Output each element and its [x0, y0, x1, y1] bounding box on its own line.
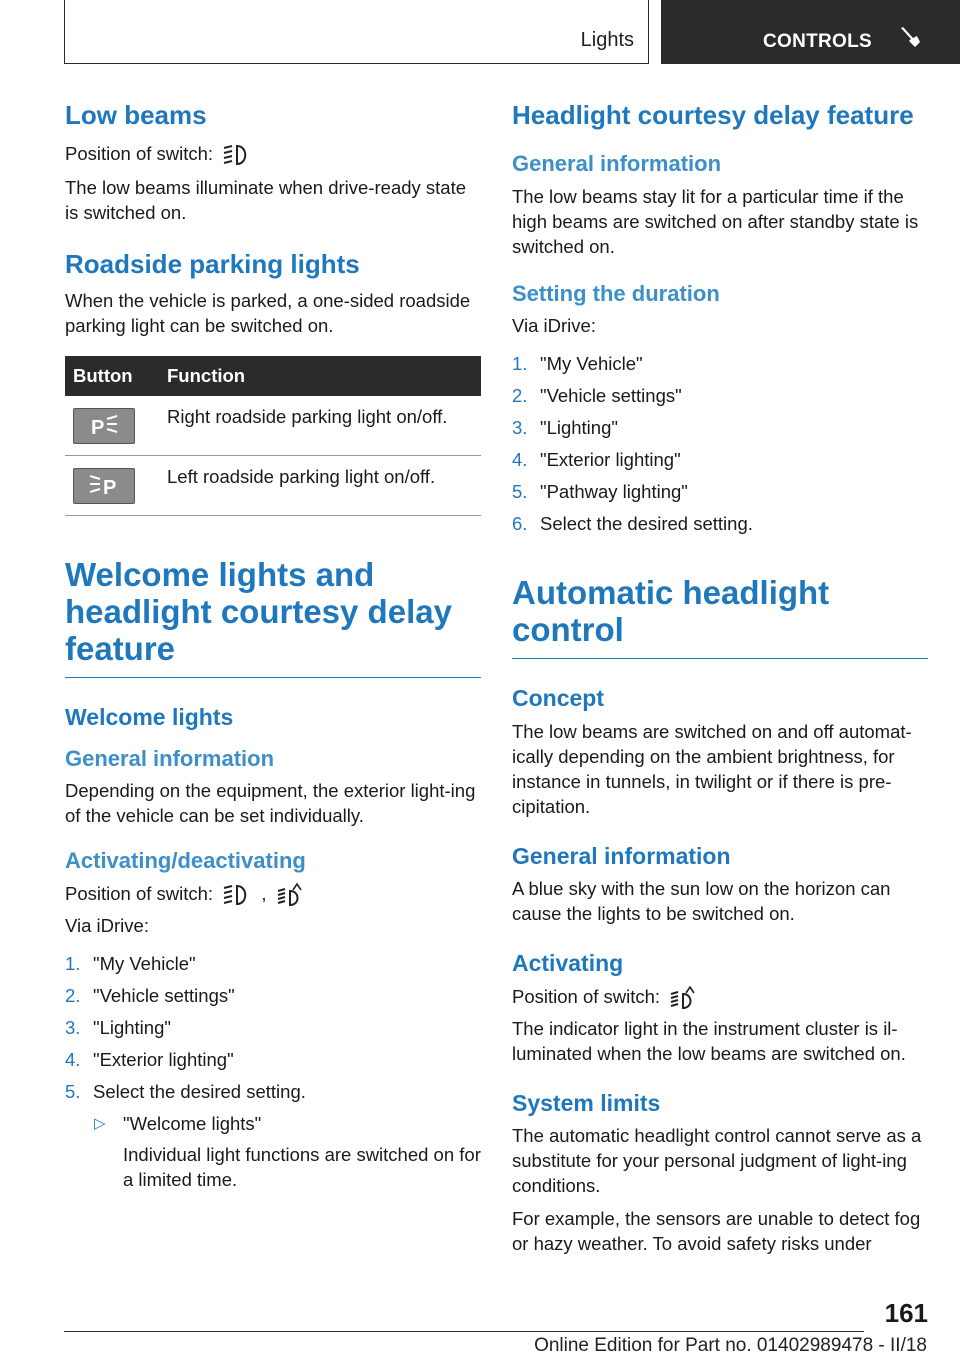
parking-light-right-icon: [87, 414, 121, 438]
parking-light-left-icon: [87, 474, 121, 498]
low-beam-icon: [222, 143, 252, 167]
list-item: 2. "Vehicle settings": [512, 384, 682, 406]
welcome-steps-list: [65, 951, 481, 1104]
list-item: 1. "My Vehicle": [65, 952, 196, 974]
list-item: 4. "Exterior lighting": [512, 448, 681, 470]
parking-light-left-button[interactable]: [73, 468, 135, 504]
table-cell-function: Right roadside parking light on/off.: [159, 396, 481, 456]
list-item: 2. "Vehicle settings": [65, 984, 235, 1006]
table-header-button: Button: [65, 356, 159, 396]
page-number: 161: [884, 1298, 928, 1328]
section-divider: [65, 677, 481, 678]
roadside-text: When the vehicle is parked, a one-sided roadside parking light can be switched on.: [65, 290, 471, 337]
welcome-section-heading: Welcome lights and headlight courtesy delay feature: [65, 556, 452, 668]
svg-text:P: P: [91, 417, 105, 439]
auto-headlight-icon: [669, 986, 699, 1010]
concept-heading: Concept: [512, 684, 604, 711]
duration-steps-list: [512, 351, 928, 536]
auto-activating-text: The indicator light in the instrument cluster is il-luminated when the low beams are switched on.: [512, 1017, 906, 1064]
section-divider: [512, 658, 928, 659]
table-header-row: [65, 356, 481, 396]
parking-light-right-button[interactable]: [73, 408, 135, 444]
list-item: 5. "Pathway lighting": [512, 480, 688, 502]
header-section-title: Lights: [580, 29, 634, 51]
table-cell-button: [65, 396, 159, 456]
footer-edition: Online Edition for Part no. 01402989478 - II/18: [534, 1335, 927, 1356]
auto-general-info-text: A blue sky with the sun low on the horizon can cause the lights to be switched on.: [512, 878, 891, 925]
list-item: 3. "Lighting": [512, 416, 618, 438]
pointing-hand-icon: [899, 26, 921, 52]
system-limits-text-1: The automatic headlight control cannot serve as a substitute for your personal judgment of light-ing conditions.: [512, 1125, 922, 1197]
system-limits-text-2: For example, the sensors are unable to detect fog or hazy weather. To avoid safety risks under: [512, 1208, 921, 1255]
auto-general-info-heading: General information: [512, 842, 731, 869]
low-beams-text: The low beams illuminate when drive-ready state is switched on.: [65, 177, 467, 224]
header-section-box: [64, 0, 649, 64]
header-chapter-title: CONTROLS: [763, 31, 873, 52]
low-beams-heading: Low beams: [65, 100, 207, 130]
right-column: [512, 100, 928, 1256]
list-item: 3. "Lighting": [65, 1016, 171, 1038]
table-cell-button: [65, 456, 159, 516]
svg-text:P: P: [103, 477, 117, 499]
courtesy-general-info-heading: General information: [512, 151, 722, 177]
list-item: 4. "Exterior lighting": [65, 1048, 234, 1070]
auto-activating-heading: Activating: [512, 950, 624, 977]
welcome-general-info-text: Depending on the equipment, the exterior light-ing of the vehicle can be set individually.: [65, 780, 476, 827]
table-row: [65, 396, 481, 456]
courtesy-general-info-text: The low beams stay lit for a particular time if the high beams are switched on after standby state is switched on.: [512, 185, 919, 257]
table-row: [65, 456, 481, 516]
activating-deactivating-heading: Activating/deactivating: [65, 848, 306, 874]
list-item: 6. Select the desired setting.: [512, 512, 753, 534]
footer-divider: [64, 1331, 864, 1332]
system-limits-heading: System limits: [512, 1089, 661, 1116]
auto-headlight-heading: Automatic headlight control: [512, 573, 830, 648]
table-cell-function: Left roadside parking light on/off.: [159, 456, 481, 516]
activating-via-idrive: Via iDrive:: [65, 914, 149, 936]
courtesy-heading: Headlight courtesy delay feature: [512, 100, 914, 130]
auto-headlight-icon: [276, 883, 306, 907]
roadside-heading: Roadside parking lights: [65, 249, 360, 280]
roadside-table: [65, 356, 481, 516]
low-beams-switch-position: Position of switch:: [65, 141, 481, 167]
triangle-bullet-icon: ▷: [94, 1114, 106, 1132]
header-chapter-box: [661, 0, 960, 64]
duration-via-idrive: Via iDrive:: [512, 314, 596, 336]
left-column: [65, 100, 481, 1192]
table-header-function: Function: [159, 356, 481, 396]
welcome-lights-sub-item: ▷ "Welcome lights" Individual light functions are switched on for a limited time.: [94, 1112, 481, 1190]
list-item: 5. Select the desired setting.: [65, 1080, 306, 1102]
low-beam-icon: [222, 883, 252, 907]
activating-switch-position: Position of switch: ,: [65, 881, 481, 907]
auto-activating-switch-position: Position of switch:: [512, 984, 928, 1010]
welcome-lights-heading: Welcome lights: [65, 704, 234, 731]
welcome-general-info-heading: General information: [65, 746, 275, 772]
list-item: 1. "My Vehicle": [512, 352, 643, 374]
duration-heading: Setting the duration: [512, 280, 720, 306]
concept-text: The low beams are switched on and off automat-ically depending on the ambient brightness, for instance in tunnels, in twilight or if there is pre-cipitation.: [512, 720, 912, 817]
